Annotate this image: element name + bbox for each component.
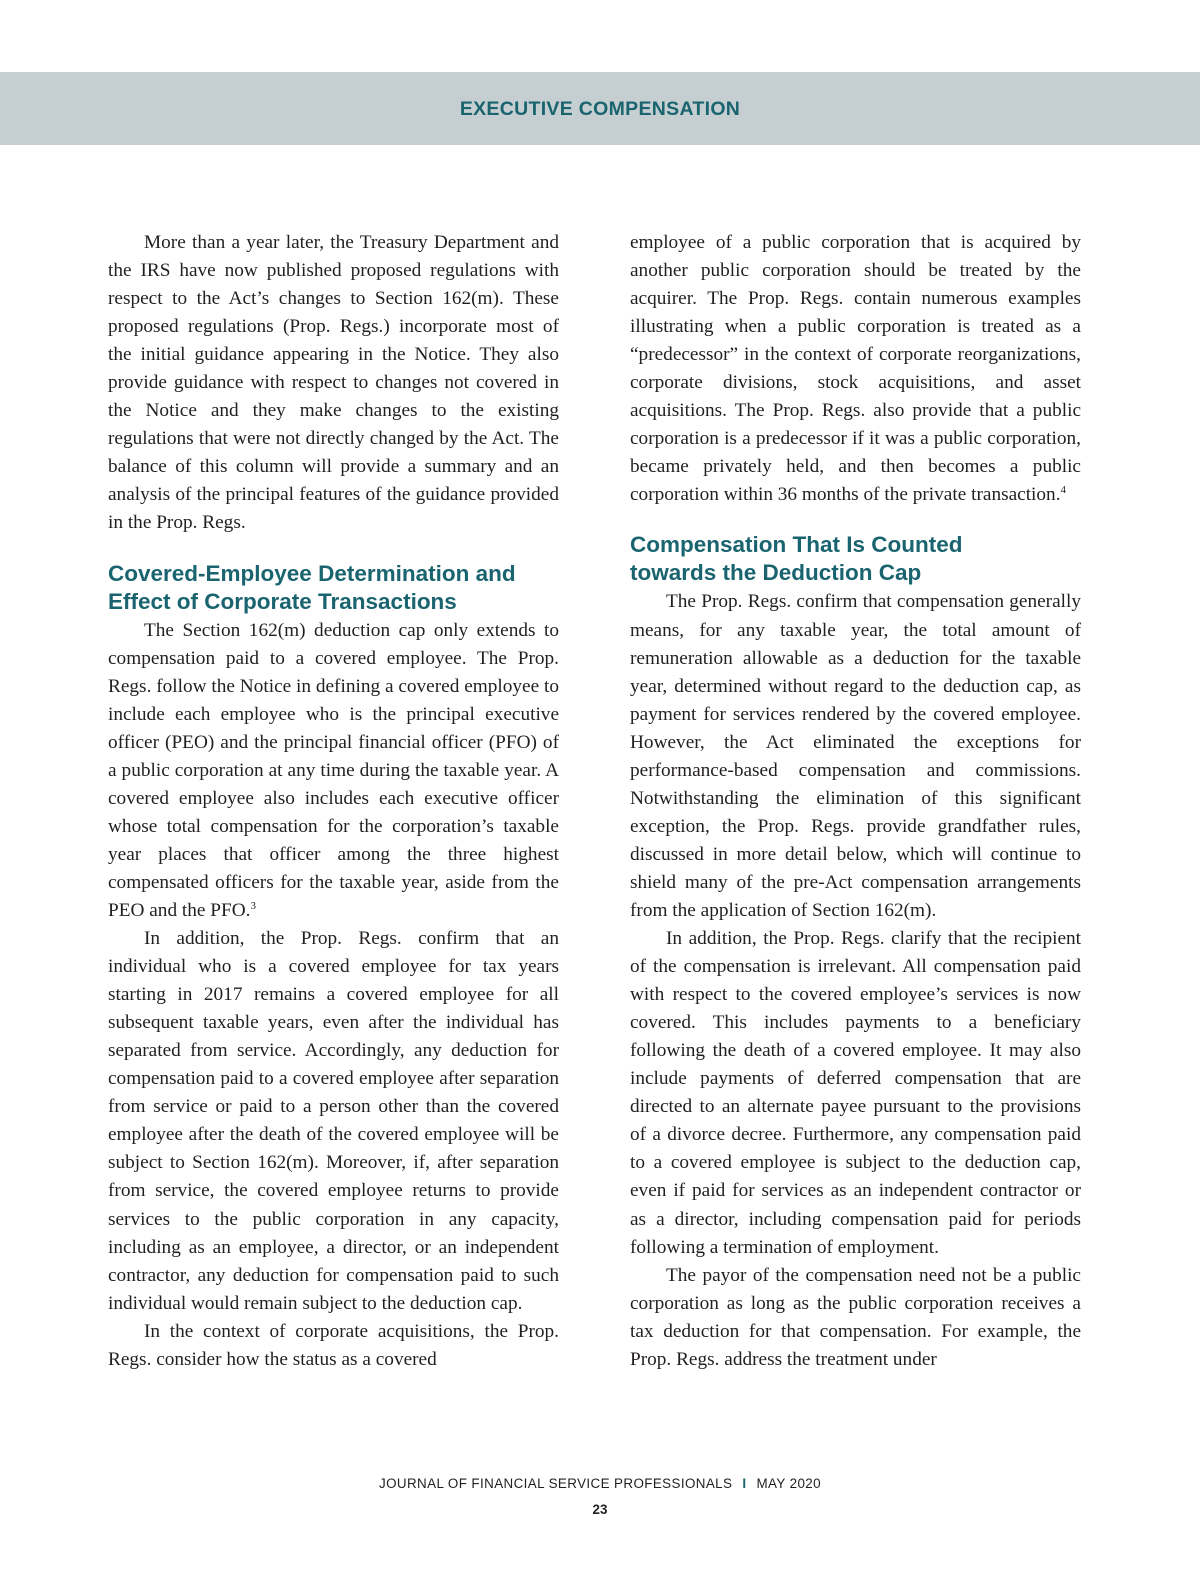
body-paragraph: In addition, the Prop. Regs. confirm that an individual who is a covered employee for tax years starting in 2017 remains a covered employee for all subsequent taxable years, even after the individual has separated from service. Accordingly, any deduction for compensation paid to a covered employee after separation from service or paid to a person other than the covered employee after the death of the covered employee will be subject to Section 162(m). Moreover, if, after separation from service, the covered employee returns to provide services to the public corporation in any capacity, including as an employee, a director, or an independent contractor, any deduction for compensation paid to such individual would remain subject to the deduction cap. bbox=[108, 928, 559, 1314]
body-paragraph: The payor of the compensation need not be a public corporation as long as the public corporation receives a tax deduction for that compensation. For example, the Prop. Regs. address the treatment under bbox=[630, 1264, 1081, 1370]
page-footer bbox=[0, 1476, 1200, 1491]
page-number: 23 bbox=[592, 1502, 608, 1517]
section-heading-covered-employee bbox=[108, 560, 559, 616]
footer-separator: I bbox=[742, 1476, 747, 1491]
heading-line: Compensation That Is Counted bbox=[630, 532, 963, 558]
section-heading-compensation-counted bbox=[630, 531, 1081, 587]
journal-name: JOURNAL OF FINANCIAL SERVICE PROFESSIONALS bbox=[378, 1476, 733, 1491]
paragraph-text: The Section 162(m) deduction cap only extends to compensation paid to a covered employee. The Prop. Regs. follow the Notice in defining a covered employee to include each employee who is the principal executive officer (PEO) and the principal financial officer (PFO) of a public corporation at any time during the taxable year. A covered employee also includes each executive officer whose total compensation for the corporation’s taxable year places that officer among the three highest compensated officers for the taxable year, aside from the PEO and the PFO. bbox=[108, 619, 559, 921]
right-column bbox=[630, 229, 1081, 1374]
issue-date: MAY 2020 bbox=[756, 1476, 821, 1491]
section-title: EXECUTIVE COMPENSATION bbox=[459, 98, 741, 120]
left-column bbox=[108, 229, 559, 1374]
paragraph-text: employee of a public corporation that is acquired by another public corporation should be treated by the acquirer. The Prop. Regs. contain numerous examples illustrating when a public corporation is treated as a “predecessor” in the context of corporate reorganizations, corporate divisions, stock acquisitions, and asset acquisitions. The Prop. Regs. also provide that a public corporation is a predecessor if it was a public corporation, became privately held, and then becomes a public corporation within 36 months of the private transaction. bbox=[630, 232, 1081, 506]
heading-line: Covered-Employee Determination and bbox=[108, 560, 516, 586]
heading-line: towards the Deduction Cap bbox=[630, 560, 922, 586]
footnote-ref: 3 bbox=[250, 899, 256, 912]
continued-paragraph bbox=[630, 229, 1081, 509]
body-paragraph: In the context of corporate acquisitions, the Prop. Regs. consider how the status as a covered bbox=[108, 1320, 559, 1370]
body-paragraph: The Prop. Regs. confirm that compensation generally means, for any taxable year, the total amount of remuneration allowable as a deduction for the taxable year, determined without regard to the deduction cap, as payment for services rendered by the covered employee. However, the Act eliminated the exceptions for performance-based compensation and commissions. Notwithstanding the elimination of this significant exception, the Prop. Regs. provide grandfather rules, discussed in more detail below, which will continue to shield many of the pre-Act compensation arrangements from the application of Section 162(m). bbox=[630, 591, 1081, 921]
footnote-ref: 4 bbox=[1060, 484, 1067, 497]
intro-paragraph: More than a year later, the Treasury Department and the IRS have now published proposed regulations with respect to the Act’s changes to Section 162(m). These proposed regulations (Prop. Regs.) incorporate most of the initial guidance appearing in the Notice. They also provide guidance with respect to changes not covered in the Notice and they make changes to the existing regulations that were not directly changed by the Act. The balance of this column will provide a summary and an analysis of the principal features of the guidance provided in the Prop. Regs. bbox=[108, 232, 559, 534]
heading-line: Effect of Corporate Transactions bbox=[108, 588, 457, 614]
body-paragraph: In addition, the Prop. Regs. clarify that the recipient of the compensation is irrelevant. All compensation paid with respect to the covered employee’s services is now covered. This includes payments to a beneficiary following the death of a covered employee. It may also include payments of deferred compensation that are directed to an alternate payee pursuant to the provisions of a divorce decree. Furthermore, any compensation paid to a covered employee is subject to the deduction cap, even if paid for services as an independent contractor or as a director, including compensation paid for periods following a termination of employment. bbox=[630, 928, 1081, 1258]
body-paragraph bbox=[108, 617, 559, 926]
